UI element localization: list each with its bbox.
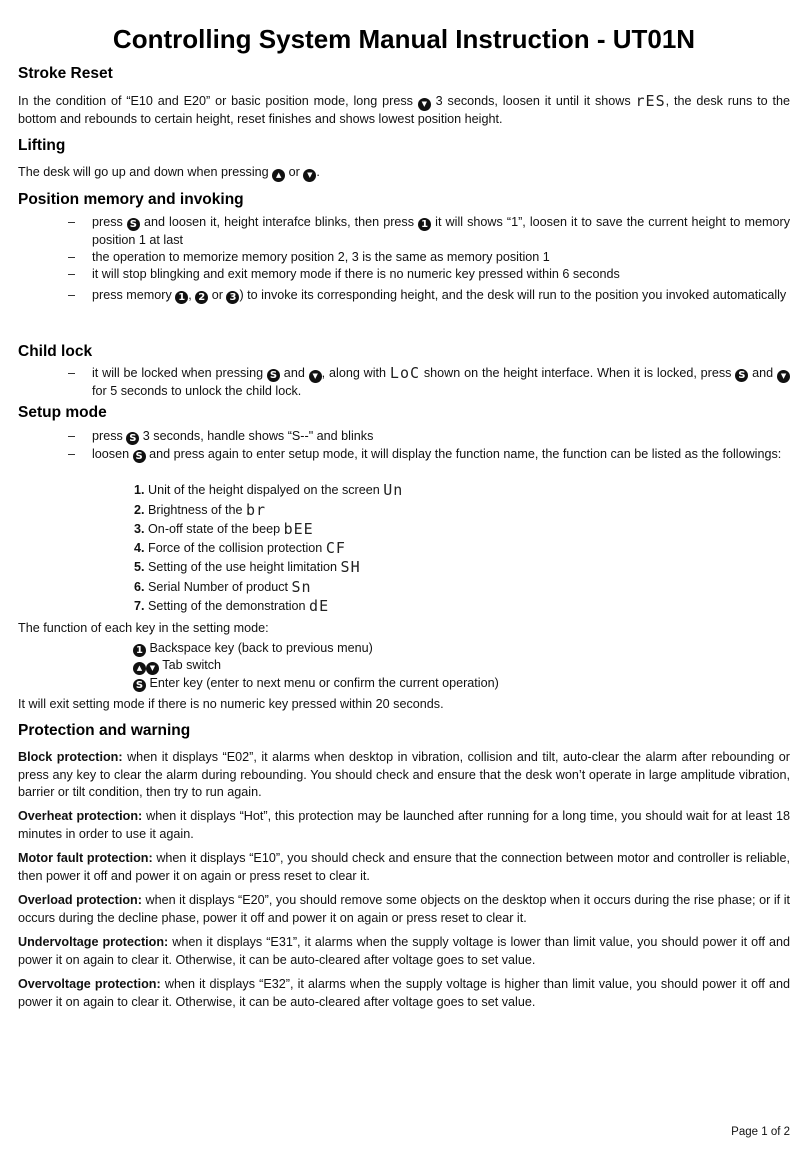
down-key-icon: ▼ xyxy=(418,98,431,111)
function-item: 5. Setting of the use height limitation SH xyxy=(134,558,361,576)
section-heading-protection: Protection and warning xyxy=(18,722,191,739)
section-heading-setup: Setup mode xyxy=(18,404,107,421)
stroke-reset-paragraph: In the condition of “E10 and E20” or basic position mode, long press ▼ 3 seconds, loosen it until it shows rES, the desk runs to the bottom and rebounds to certain height, reset finishes and shows lowest position height. xyxy=(18,92,790,126)
display-code: CF xyxy=(325,539,346,557)
key-row-tab: ▲ ▼ Tab switch xyxy=(133,657,221,675)
function-item: 4. Force of the collision protection CF xyxy=(134,539,346,557)
display-code: br xyxy=(246,501,267,519)
page-number: Page 1 of 2 xyxy=(731,1126,790,1138)
key-3-icon: 3 xyxy=(226,291,239,304)
protection-item: Block protection: when it displays “E02”, it alarms when desktop in vibration, collision and tilt, auto-clear the alarm after rebounding or press any key to clear the alarm during rebounding. You should check and ensure that the desk won’t operate in large amplitude vibration, barrier or tilt condition, then try to run again. xyxy=(18,750,791,799)
page-title: Controlling System Manual Instruction - UT01N xyxy=(112,24,696,54)
protection-item: Overvoltage protection: when it displays “E32”, it alarms when the supply voltage is higher than limit value, you should power it off and power it on again to clear it. Otherwise, it can be auto-cleared after voltage goes to set value. xyxy=(18,977,790,1009)
s-key-icon: S xyxy=(133,679,146,692)
function-item: 2. Brightness of the br xyxy=(134,501,267,519)
memory-item-4: – press memory 1 , 2 or 3 ) to invoke its corresponding height, and the desk will run to the position you invoked automatically xyxy=(68,288,787,303)
function-item: 1. Unit of the height dispalyed on the screen Un xyxy=(134,481,404,499)
function-item: 6. Serial Number of product Sn xyxy=(134,578,312,596)
function-item: 7. Setting of the demonstration dE xyxy=(134,597,330,615)
s-key-icon: S xyxy=(133,450,146,463)
up-key-icon: ▲ xyxy=(133,662,146,675)
key-row-enter: S Enter key (enter to next menu or confirm the current operation) xyxy=(133,675,499,693)
setup-item-1: – press S 3 seconds, handle shows “S--" and blinks xyxy=(68,429,374,444)
protection-item: Undervoltage protection: when it displays “E31”, it alarms when the supply voltage is lower than limit value, you should power it off and power it on again to clear it. Otherwise, it can be auto-cleared after voltage goes to set value. xyxy=(18,935,790,967)
memory-item-3: – it will stop blingking and exit memory mode if there is no numeric key pressed within 6 seconds xyxy=(68,267,620,281)
setup-item-2: – loosen S and press again to enter setup mode, it will display the function name, the function can be listed as the followings: xyxy=(68,447,782,462)
memory-item-2: – the operation to memorize memory position 2, 3 is the same as memory position 1 xyxy=(68,250,550,264)
s-key-icon: S xyxy=(127,218,140,231)
key-1-icon: 1 xyxy=(133,644,146,657)
up-key-icon: ▲ xyxy=(272,169,285,182)
keys-intro: The function of each key in the setting mode: xyxy=(18,621,269,635)
down-key-icon: ▼ xyxy=(303,169,316,182)
section-heading-child-lock: Child lock xyxy=(18,343,93,360)
down-key-icon: ▼ xyxy=(777,370,790,383)
s-key-icon: S xyxy=(126,432,139,445)
display-code: dE xyxy=(309,597,330,615)
s-key-icon: S xyxy=(267,369,280,382)
key-2-icon: 2 xyxy=(195,291,208,304)
protection-item: Overheat protection: when it displays “Hot”, this protection may be launched after running for a long time, you should wait for at least 18 minutes in order to use it again. xyxy=(18,809,791,841)
down-key-icon: ▼ xyxy=(309,370,322,383)
section-heading-stroke-reset: Stroke Reset xyxy=(18,65,113,82)
display-code: Sn xyxy=(291,578,312,596)
section-heading-lifting: Lifting xyxy=(18,137,66,154)
protection-item: Motor fault protection: when it displays “E10”, you should check and ensure that the connection between motor and controller is reliable, then power it off and power it on again or press reset to clear it. xyxy=(18,851,790,883)
protection-item: Overload protection: when it displays “E20”, you should remove some objects on the desktop when it occurs during the rise phase; or if it occurs during the decline phase, power it off and power it on again or press reset to clear it. xyxy=(18,893,790,925)
child-lock-item: – it will be locked when pressing S and ▼ , along with LoC shown on the height interface. When it is locked, press S and ▼ for 5 seconds to unlock the child lock. xyxy=(92,365,790,401)
memory-item-1: – press S and loosen it, height interafce blinks, then press 1 it will shows “1”, loosen it to save the current height to memory position 1 at last xyxy=(68,215,790,247)
section-heading-memory: Position memory and invoking xyxy=(18,191,244,208)
display-code: bEE xyxy=(283,520,314,538)
display-code-loc: LoC xyxy=(389,364,421,382)
s-key-icon: S xyxy=(735,369,748,382)
setup-exit-note: It will exit setting mode if there is no numeric key pressed within 20 seconds. xyxy=(18,697,444,711)
key-1-icon: 1 xyxy=(175,291,188,304)
down-key-icon: ▼ xyxy=(146,662,159,675)
key-1-icon: 1 xyxy=(418,218,431,231)
display-code: SH xyxy=(340,558,361,576)
key-row-backspace: 1 Backspace key (back to previous menu) xyxy=(133,640,373,658)
function-item: 3. On-off state of the beep bEE xyxy=(134,520,314,538)
display-code: Un xyxy=(383,481,404,499)
lifting-paragraph: The desk will go up and down when pressing ▲ or ▼ . xyxy=(18,164,790,182)
display-code-res: rES xyxy=(635,92,666,110)
